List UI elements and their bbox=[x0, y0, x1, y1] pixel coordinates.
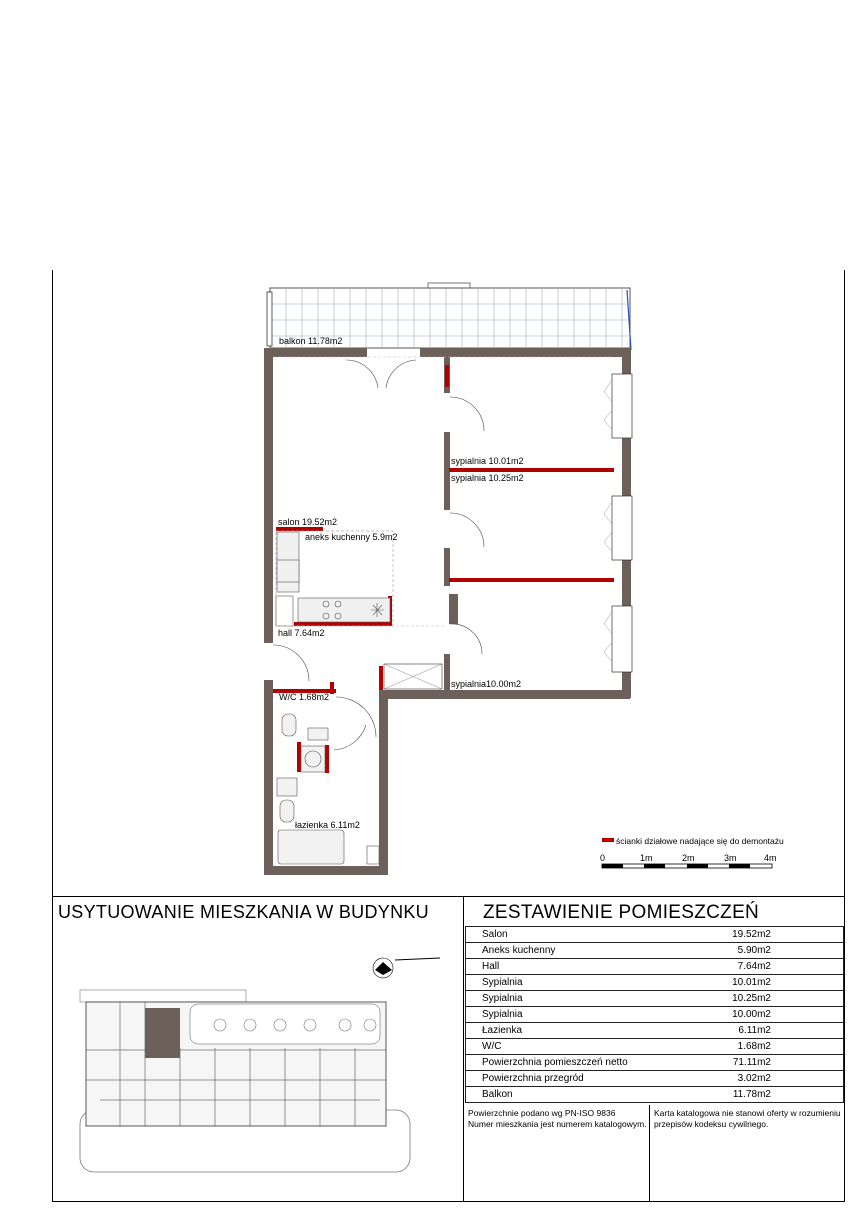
row-value: 10.00m2 bbox=[681, 1007, 844, 1023]
interior-walls bbox=[444, 357, 458, 690]
scale-label-0: 0 bbox=[600, 853, 606, 863]
scale-label-3: 3m bbox=[724, 853, 737, 863]
table-row bbox=[466, 1055, 844, 1071]
table-row bbox=[466, 1087, 844, 1103]
room-label-sypialnia-2: sypialnia 10.25m2 bbox=[451, 473, 524, 483]
row-value: 6.11m2 bbox=[681, 1023, 844, 1039]
row-value: 11.78m2 bbox=[681, 1087, 844, 1103]
scale-label-4: 4m bbox=[764, 853, 777, 863]
room-label-salon: salon 19.52m2 bbox=[278, 517, 338, 527]
legend-text: ścianki działowe nadające się do demontażu bbox=[616, 836, 784, 846]
note-right-line-2: przepisów kodeksu cywilnego. bbox=[654, 1119, 769, 1129]
table-row bbox=[466, 975, 844, 991]
table-row bbox=[466, 943, 844, 959]
row-value: 7.64m2 bbox=[681, 959, 844, 975]
row-name: Sypialnia bbox=[466, 975, 682, 991]
scale-label-1: 1m bbox=[640, 853, 653, 863]
room-label-sypialnia-3: sypialnia10.00m2 bbox=[451, 679, 522, 689]
row-name: Łazienka bbox=[466, 1023, 682, 1039]
room-label-sypialnia-1: sypialnia 10.01m2 bbox=[451, 456, 524, 466]
row-name: Sypialnia bbox=[466, 991, 682, 1007]
row-value: 3.02m2 bbox=[681, 1071, 844, 1087]
legend-swatch bbox=[602, 838, 614, 842]
row-value: 10.25m2 bbox=[681, 991, 844, 1007]
table-row bbox=[466, 1023, 844, 1039]
row-value: 71.11m2 bbox=[681, 1055, 844, 1071]
row-value: 19.52m2 bbox=[681, 927, 844, 943]
summary-title: ZESTAWIENIE POMIESZCZEŃ bbox=[483, 902, 760, 923]
table-row bbox=[466, 1039, 844, 1055]
table-row bbox=[466, 1007, 844, 1023]
row-name: Salon bbox=[466, 927, 682, 943]
table-row bbox=[466, 991, 844, 1007]
scale-bar bbox=[602, 864, 772, 868]
note-right-line-1: Karta katalogowa nie stanowi oferty w rozumieniu bbox=[654, 1108, 841, 1118]
room-label-wc: W/C 1.68m2 bbox=[279, 692, 330, 702]
row-name: Powierzchnia pomieszczeń netto bbox=[466, 1055, 682, 1071]
room-label-hall: hall 7.64m2 bbox=[278, 628, 325, 638]
note-left bbox=[468, 1108, 647, 1130]
row-name: Aneks kuchenny bbox=[466, 943, 682, 959]
scale-label-2: 2m bbox=[682, 853, 695, 863]
room-label-balkon: balkon 11.78m2 bbox=[279, 336, 343, 346]
note-left-line-2: Numer mieszkania jest numerem katalogowym. bbox=[468, 1119, 647, 1129]
table-row bbox=[466, 959, 844, 975]
rooms-summary-table bbox=[465, 926, 844, 1103]
row-name: Hall bbox=[466, 959, 682, 975]
bathroom-fixtures bbox=[277, 714, 379, 864]
windows bbox=[612, 374, 632, 672]
kitchen-units bbox=[276, 532, 390, 626]
notes-divider bbox=[649, 1105, 650, 1201]
row-name: Powierzchnia przegród bbox=[466, 1071, 682, 1087]
room-label-aneks: aneks kuchenny 5.9m2 bbox=[305, 532, 398, 542]
row-name: Sypialnia bbox=[466, 1007, 682, 1023]
row-value: 1.68m2 bbox=[681, 1039, 844, 1055]
table-row bbox=[466, 1071, 844, 1087]
table-row bbox=[466, 927, 844, 943]
room-label-lazienka: łazienka 6.11m2 bbox=[295, 820, 360, 830]
row-value: 5.90m2 bbox=[681, 943, 844, 959]
row-name: Balkon bbox=[466, 1087, 682, 1103]
note-right bbox=[654, 1108, 841, 1130]
site-plan bbox=[80, 958, 440, 1172]
note-left-line-1: Powierzchnie podano wg PN-ISO 9836 bbox=[468, 1108, 616, 1118]
row-name: W/C bbox=[466, 1039, 682, 1055]
row-value: 10.01m2 bbox=[681, 975, 844, 991]
demolishable-walls bbox=[273, 365, 614, 773]
location-title: USYTUOWANIE MIESZKANIA W BUDYNKU bbox=[58, 902, 429, 922]
